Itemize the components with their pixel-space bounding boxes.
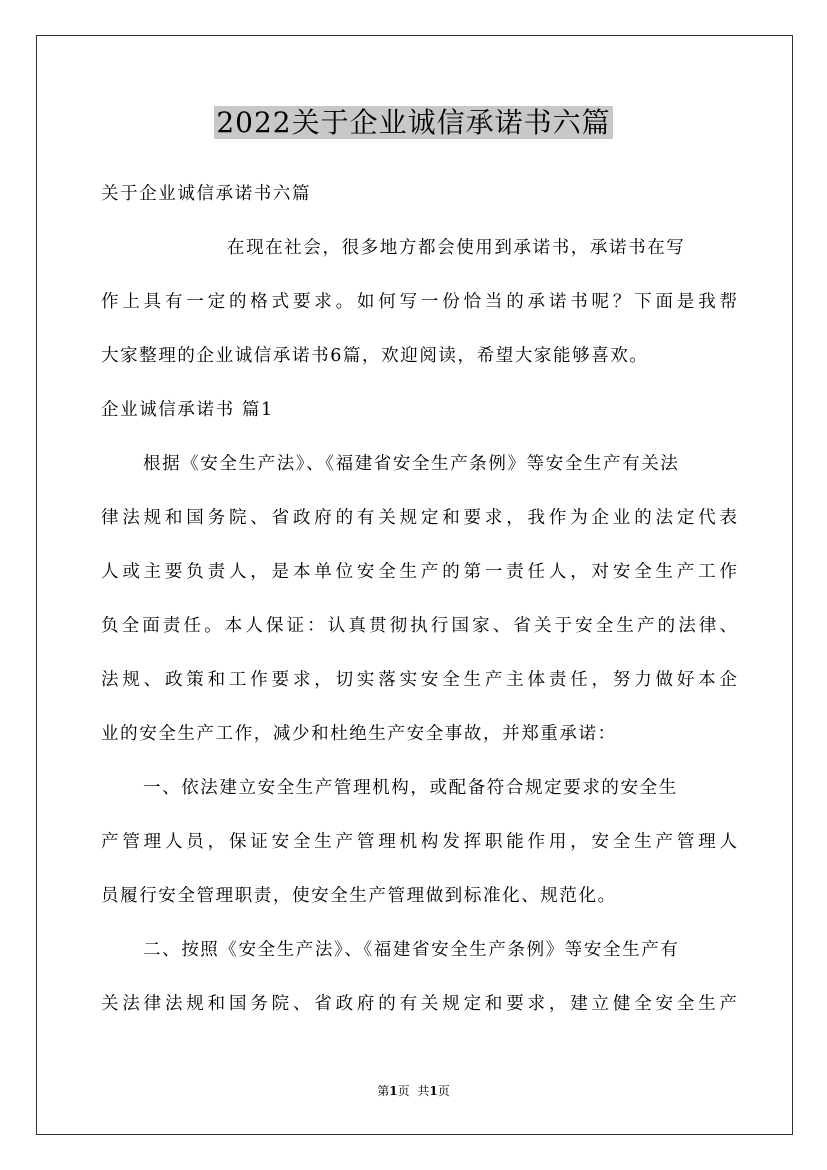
total-label-suffix: 页 — [437, 1084, 450, 1098]
paragraph-line: 人或主要负责人，是本单位安全生产的第一责任人，对安全生产工作 — [101, 562, 737, 582]
item-line: 关法律法规和国务院、省政府的有关规定和要求，建立健全安全生产 — [101, 994, 737, 1014]
total-label-prefix: 共 — [417, 1084, 430, 1098]
paragraph-line: 业的安全生产工作，减少和杜绝生产安全事故，并郑重承诺： — [101, 724, 617, 744]
intro-line: 大家整理的企业诚信承诺书6篇，欢迎阅读，希望大家能够喜欢。 — [101, 346, 649, 366]
item-line: 一、依法建立安全生产管理机构，或配备符合规定要求的安全生 — [143, 778, 678, 798]
paragraph-line: 法规、政策和工作要求，切实落实安全生产主体责任，努力做好本企 — [101, 670, 737, 690]
item-line: 产管理人员，保证安全生产管理机构发挥职能作用，安全生产管理人 — [101, 832, 737, 852]
page-label-prefix: 第 — [377, 1084, 390, 1098]
section-heading: 企业诚信承诺书 篇1 — [101, 400, 274, 420]
item-line: 二、按照《安全生产法》、《福建省安全生产条例》等安全生产有 — [143, 940, 680, 960]
page-label-suffix: 页 — [397, 1084, 410, 1098]
document-title-text: 2022关于企业诚信承诺书六篇 — [216, 106, 611, 139]
paragraph-line: 根据《安全生产法》、《福建省安全生产条例》等安全生产有关法 — [143, 454, 680, 474]
intro-line: 作上具有一定的格式要求。如何写一份恰当的承诺书呢？下面是我帮 — [101, 292, 737, 312]
document-subtitle: 关于企业诚信承诺书六篇 — [101, 184, 312, 204]
item-line: 员履行安全管理职责，使安全生产管理做到标准化、规范化。 — [101, 886, 617, 906]
intro-line: 在现在社会，很多地方都会使用到承诺书，承诺书在写 — [227, 238, 686, 258]
total-pages: 1 — [429, 1084, 438, 1098]
paragraph-line: 负全面责任。本人保证：认真贯彻执行国家、省关于安全生产的法律、 — [101, 616, 737, 636]
document-title — [0, 103, 827, 143]
paragraph-line: 律法规和国务院、省政府的有关规定和要求，我作为企业的法定代表 — [101, 508, 737, 528]
page-number: 1 — [389, 1084, 398, 1098]
page-footer — [0, 1083, 827, 1099]
